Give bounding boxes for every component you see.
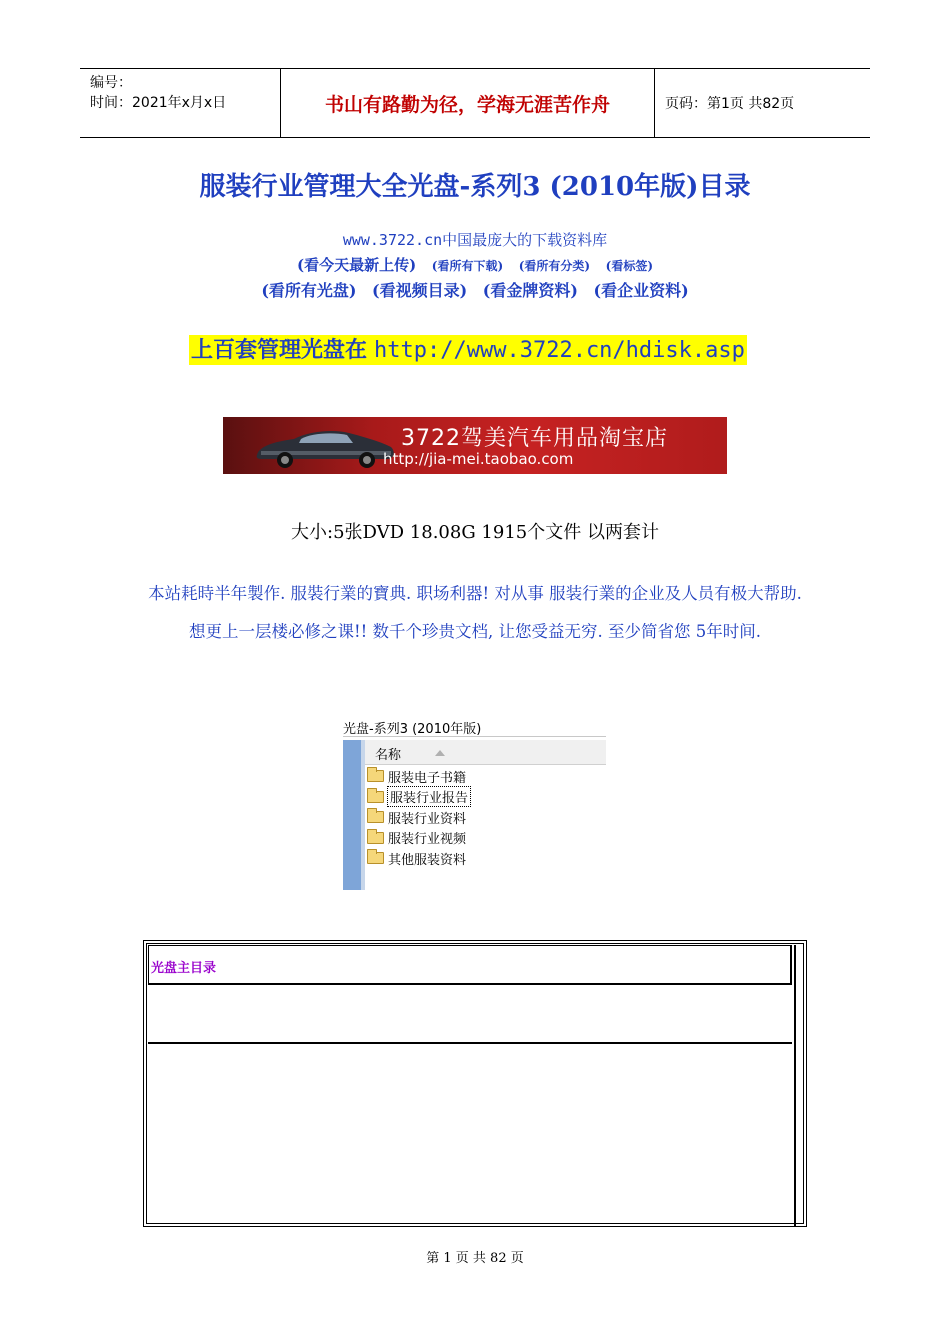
folder-item[interactable] bbox=[365, 828, 470, 849]
folder-item[interactable] bbox=[365, 766, 470, 787]
link-enterprise-materials[interactable]: (看企业资料) bbox=[593, 281, 689, 300]
link-all-downloads[interactable]: (看所有下载) bbox=[431, 259, 504, 273]
link-all-discs[interactable]: (看所有光盘) bbox=[261, 281, 357, 300]
table-row-divider bbox=[148, 1042, 792, 1044]
link-today-uploads[interactable]: (看今天最新上传) bbox=[296, 256, 417, 274]
banner-url: http://jia-mei.taobao.com bbox=[383, 450, 574, 468]
link-gold-materials[interactable]: (看金牌资料) bbox=[482, 281, 578, 300]
catalog-table-inner bbox=[146, 943, 804, 1224]
site-url-link[interactable]: www.3722.cn bbox=[342, 231, 443, 249]
folder-label: 服装电子书籍 bbox=[388, 770, 467, 786]
folder-item-selected[interactable] bbox=[365, 787, 470, 808]
site-line bbox=[0, 229, 950, 250]
size-info: 大小:5张DVD 18.08G 1915个文件 以两套计 bbox=[291, 522, 659, 543]
column-name-label: 名称 bbox=[375, 748, 402, 763]
folder-label: 服装行业报告 bbox=[388, 787, 470, 806]
catalog-header-cell bbox=[148, 945, 792, 985]
folder-icon bbox=[367, 832, 384, 844]
explorer-column-header[interactable] bbox=[365, 740, 606, 765]
intro-paragraph: 本站耗時半年製作. 服裝行業的寶典. 职场利器! 对从事 服装行業的企业及人员有极大帮助. 想更上一层楼必修之课!! 数千个珍贵文档, 让您受益无穷. 至少简省您 5年时间. bbox=[148, 584, 802, 641]
folder-icon bbox=[367, 811, 384, 823]
page-footer: 第 1 页 共 82 页 bbox=[426, 1251, 524, 1266]
car-icon bbox=[249, 423, 399, 469]
links-row-1 bbox=[0, 254, 950, 275]
header-page-info: 页码：第1页 共82页 bbox=[665, 96, 795, 112]
time-label: 时间：2021年x月x日 bbox=[90, 95, 227, 111]
folder-icon bbox=[367, 791, 384, 803]
catalog-header-label[interactable]: 光盘主目录 bbox=[151, 961, 217, 976]
site-description: 中国最庞大的下载资料库 bbox=[442, 231, 608, 249]
page-header bbox=[80, 68, 870, 138]
folder-icon bbox=[367, 770, 384, 782]
table-right-border bbox=[794, 945, 796, 1226]
catalog-table bbox=[143, 940, 807, 1227]
folder-list bbox=[365, 766, 470, 869]
document-title: 服装行业管理大全光盘-系列3 (2010年版)目录 bbox=[199, 172, 751, 202]
explorer-title-bar bbox=[343, 714, 606, 737]
link-all-categories[interactable]: (看所有分类) bbox=[518, 259, 591, 273]
folder-label: 服装行业资料 bbox=[388, 811, 467, 827]
promo-label: 上百套管理光盘在 bbox=[191, 337, 368, 363]
link-video-catalog[interactable]: (看视频目录) bbox=[372, 281, 468, 300]
explorer-side-strip bbox=[343, 740, 361, 890]
folder-item[interactable] bbox=[365, 848, 470, 869]
number-label: 编号： bbox=[90, 75, 132, 91]
folder-icon bbox=[367, 852, 384, 864]
shop-banner[interactable] bbox=[223, 417, 727, 474]
links-row-2 bbox=[0, 278, 950, 301]
explorer-title: 光盘-系列3 (2010年版) bbox=[343, 722, 482, 737]
sort-arrow-icon bbox=[435, 750, 445, 756]
link-tags[interactable]: (看标签) bbox=[605, 259, 653, 273]
folder-item[interactable] bbox=[365, 807, 470, 828]
header-meta bbox=[80, 69, 281, 137]
header-motto: 书山有路勤为径，学海无涯苦作舟 bbox=[281, 69, 655, 137]
folder-label: 服装行业视频 bbox=[388, 832, 467, 848]
folder-explorer-screenshot bbox=[343, 710, 606, 890]
promo-url[interactable]: http://www.3722.cn/hdisk.asp bbox=[374, 338, 745, 363]
banner-title: 3722驾美汽车用品淘宝店 bbox=[401, 426, 668, 451]
folder-label: 其他服装资料 bbox=[388, 852, 467, 868]
promo-highlight[interactable] bbox=[189, 335, 747, 365]
